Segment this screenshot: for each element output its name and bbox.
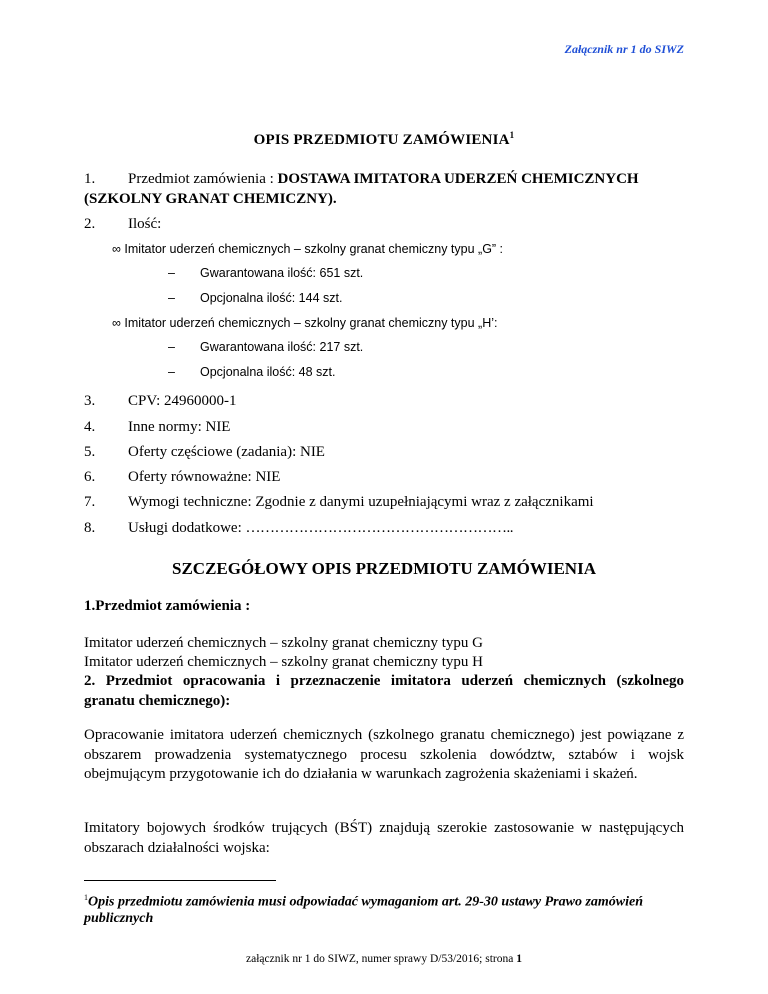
infinity-bullet-icon: ∞	[112, 316, 121, 330]
quantity-h-row	[112, 315, 497, 331]
page-footer	[0, 952, 768, 967]
footer-text: załącznik nr 1 do SIWZ, numer sprawy D/53/2016; strona	[246, 953, 517, 965]
item-5-label: Oferty częściowe (zadania): NIE	[128, 444, 325, 460]
footnote-reference: 1	[509, 130, 515, 140]
infinity-bullet-icon: ∞	[112, 242, 121, 256]
quantity-h-optional: Opcjonalna ilość: 48 szt.	[200, 365, 336, 379]
item-1-value: DOSTAWA IMITATORA UDERZEŃ CHEMICZNYCH	[277, 171, 639, 187]
page-number: 1	[516, 953, 522, 965]
item-2-number: 2.	[84, 216, 96, 232]
item-1-text	[128, 170, 688, 190]
item-3-label: CPV: 24960000-1	[128, 393, 237, 409]
page-title-text: OPIS PRZEDMIOTU ZAMÓWIENIA	[253, 132, 510, 148]
dash-icon: –	[168, 266, 175, 280]
detailed-description-title: SZCZEGÓŁOWY OPIS PRZEDMIOTU ZAMÓWIENIA	[172, 559, 596, 578]
quantity-g-guaranteed: Gwarantowana ilość: 651 szt.	[200, 266, 364, 280]
section-1-line-2: Imitator uderzeń chemicznych – szkolny granat chemiczny typu H	[84, 654, 484, 670]
section-2-paragraph-2: Imitatory bojowych środków trujących (BŚT) znajdują szerokie zastosowanie w następujących obszarach działalności wojska:	[84, 820, 684, 857]
item-6-label: Oferty równoważne: NIE	[128, 469, 281, 485]
item-5-number: 5.	[84, 444, 96, 460]
quantity-g-row	[112, 241, 503, 257]
item-8-label: Usługi dodatkowe:	[128, 520, 246, 536]
attachment-note: Załącznik nr 1 do SIWZ	[564, 42, 684, 56]
quantity-h-label: Imitator uderzeń chemicznych – szkolny granat chemiczny typu „H’:	[124, 316, 498, 330]
item-8-number: 8.	[84, 520, 96, 536]
item-6-number: 6.	[84, 469, 96, 485]
item-1-number: 1.	[84, 171, 96, 187]
footnote-mark: 1	[84, 893, 88, 902]
item-1-value-continuation: (SZKOLNY GRANAT CHEMICZNY).	[84, 191, 337, 207]
dash-icon: –	[168, 291, 175, 305]
quantity-g-label: Imitator uderzeń chemicznych – szkolny granat chemiczny typu „G” :	[124, 242, 504, 256]
page-title	[0, 130, 768, 151]
section-1-line-1: Imitator uderzeń chemicznych – szkolny granat chemiczny typu G	[84, 635, 484, 651]
quantity-h-guaranteed: Gwarantowana ilość: 217 szt.	[200, 340, 364, 354]
section-2-heading: 2. Przedmiot opracowania i przeznaczenie imitatora uderzeń chemicznych (szkolnego granatu chemicznego):	[84, 673, 684, 709]
item-7-number: 7.	[84, 494, 96, 510]
quantity-g-optional: Opcjonalna ilość: 144 szt.	[200, 291, 343, 305]
item-7-label: Wymogi techniczne: Zgodnie z danymi uzupełniającymi wraz z załącznikami	[128, 494, 594, 510]
item-4-number: 4.	[84, 419, 96, 435]
item-8-text	[128, 519, 513, 539]
item-1-label: Przedmiot zamówienia :	[128, 171, 278, 187]
item-8-value: ………………………………………………..	[245, 520, 513, 536]
item-4-label: Inne normy: NIE	[128, 419, 231, 435]
dash-icon: –	[168, 365, 175, 379]
section-2-paragraph-1: Opracowanie imitatora uderzeń chemicznych (szkolnego granatu chemicznego) jest powiązane z obszarem prowadzenia systematycznego procesu szkolenia dowództw, sztabów i wojsk obejmującym przygotowanie ich do działania w warunkach zagrożenia skażeniami i skażeń.	[84, 727, 684, 782]
dash-icon: –	[168, 340, 175, 354]
section-1-heading: 1.Przedmiot zamówienia :	[84, 598, 251, 614]
item-3-number: 3.	[84, 393, 96, 409]
footnote	[84, 893, 684, 928]
footnote-text: Opis przedmiotu zamówienia musi odpowiadać wymaganiom art. 29-30 ustawy Prawo zamówień publicznych	[84, 894, 644, 927]
footnote-separator	[84, 880, 276, 881]
item-2-label: Ilość:	[128, 216, 162, 232]
